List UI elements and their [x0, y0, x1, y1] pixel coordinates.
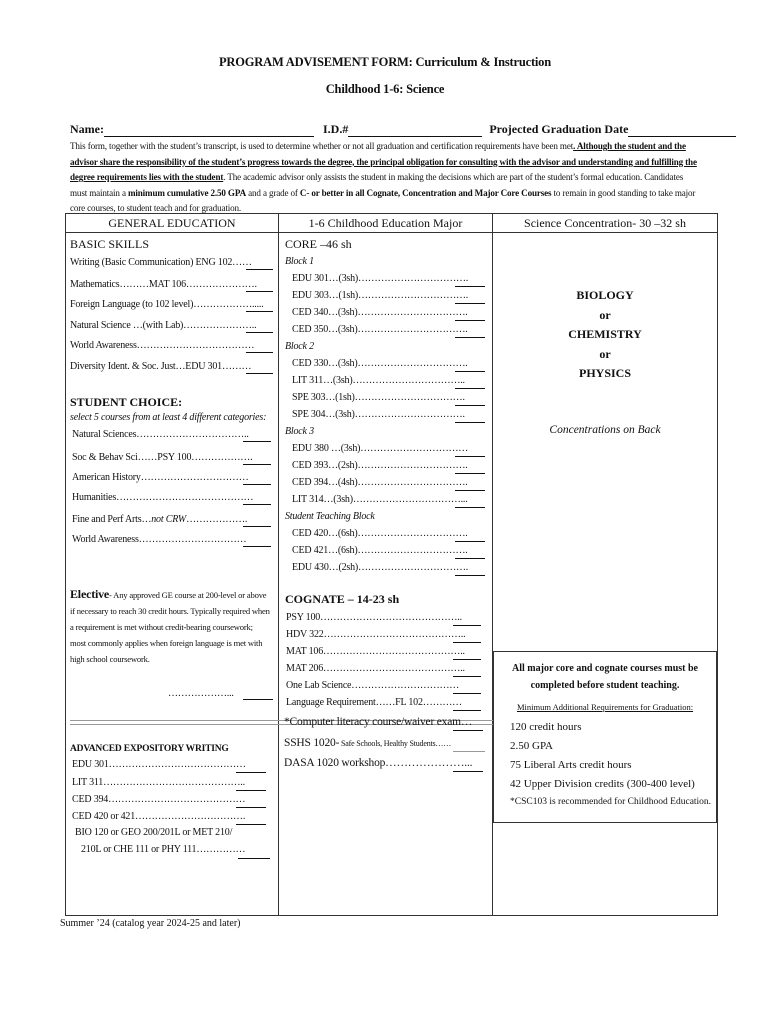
physics-option: PHYSICS — [578, 366, 631, 380]
list-item: CED 394…(4sh)……………………………. — [292, 477, 468, 488]
min-requirements-title: Minimum Additional Requirements for Graduation: — [516, 702, 694, 712]
grade-blank[interactable] — [453, 730, 483, 731]
list-item: CED 340…(3sh)……………………………. — [292, 307, 468, 318]
grade-blank[interactable] — [236, 772, 266, 773]
list-item: EDU 430…(2sh)……………………………. — [292, 562, 469, 573]
sshs-label: SSHS 1020- — [284, 737, 340, 749]
grade-blank[interactable] — [453, 693, 481, 694]
graduation-date-label: Projected Graduation Date — [489, 122, 629, 136]
list-item: CED 420 or 421……………………………. — [72, 811, 246, 822]
grade-blank[interactable] — [246, 311, 273, 312]
list-item: LIT 314…(3sh)……………………………... — [292, 494, 468, 505]
grade-blank[interactable] — [455, 286, 485, 287]
grade-blank[interactable] — [455, 388, 485, 389]
grade-blank[interactable] — [243, 464, 271, 465]
block-2-label: Block 2 — [285, 341, 314, 352]
name-label: Name: — [70, 122, 104, 136]
min-requirements-list — [510, 718, 695, 794]
csc-note: *CSC103 is recommended for Childhood Education. — [510, 797, 712, 807]
intro-text-3: . The academic advisor only assists the student in making the decisions which are part of the student’s formal education. Candidates must maintain a — [70, 172, 684, 198]
list-item: CED 394…………………………………… — [72, 794, 246, 805]
form-subtitle: Childhood 1-6: Science — [325, 82, 445, 96]
concentration-header: Science Concentration- 30 –32 sh — [524, 216, 686, 230]
elective-text: - Any approved GE course at 200-level or above if necessary to reach 30 credit hours. Typically required when a requirement is met without credit-bearing coursework; most commonly applies when foreign language is met with high school coursework. — [70, 590, 270, 664]
requirements-box — [493, 651, 717, 823]
list-item: Writing (Basic Communication) ENG 102…… — [70, 257, 252, 268]
footer-text: Summer ’24 (catalog year 2024-25 and later) — [60, 918, 241, 929]
grade-blank[interactable] — [455, 473, 485, 474]
intro-text-7: to remain in good standing to take major core courses, to student teach and for graduation. — [70, 187, 696, 214]
adv-writing-heading: ADVANCED EXPOSITORY WRITING — [70, 744, 229, 754]
grade-blank[interactable] — [453, 659, 481, 660]
fine-arts-label: Fine and Perf Arts… — [72, 514, 152, 525]
list-item: CED 420…(6sh)……………………………. — [292, 528, 468, 539]
id-label: I.D.# — [322, 122, 349, 136]
form-title: PROGRAM ADVISEMENT FORM: Curriculum & Instruction — [219, 55, 551, 69]
grade-blank[interactable] — [243, 484, 271, 485]
grade-blank[interactable] — [455, 541, 485, 542]
grade-blank[interactable] — [243, 526, 271, 527]
grade-blank[interactable] — [453, 642, 481, 643]
list-item — [72, 514, 247, 525]
grade-blank[interactable] — [236, 807, 266, 808]
grade-blank[interactable] — [455, 337, 485, 338]
biology-option: BIOLOGY — [576, 288, 634, 302]
grade-blank[interactable] — [455, 575, 485, 576]
list-item: 75 Liberal Arts credit hours — [510, 759, 632, 771]
list-item: EDU 301…(3sh)……………………………. — [292, 273, 469, 284]
grade-blank[interactable] — [453, 710, 481, 711]
intro-text-2: . Although the student and the advisor share the responsibility of the student’s progress towards the degree, the principal obligation for consulting with the advisor and understanding and fulfilling the degree requirements lies with the student — [70, 141, 697, 183]
list-item: CED 393…(2sh)……………………………. — [292, 460, 468, 471]
list-item: Language Requirement……FL 102………… — [286, 697, 462, 708]
concentration-options — [493, 286, 717, 384]
or-text: or — [599, 307, 611, 322]
list-item: Diversity Ident. & Soc. Just…EDU 301……… — [70, 361, 252, 372]
list-item: Soc & Behav Sci……PSY 100………………. — [72, 452, 253, 463]
list-item: World Awareness……………………………… — [70, 340, 255, 351]
elective-block — [70, 586, 270, 667]
block-3-label: Block 3 — [285, 426, 314, 437]
grade-blank[interactable] — [238, 858, 270, 859]
list-item: 120 credit hours — [510, 721, 582, 733]
list-item — [284, 737, 451, 749]
grade-blank[interactable] — [246, 352, 273, 353]
chemistry-option: CHEMISTRY — [568, 327, 642, 341]
grade-blank[interactable] — [455, 405, 485, 406]
divider — [278, 214, 279, 915]
grade-blank[interactable] — [246, 269, 273, 270]
list-item: 2.50 GPA — [510, 740, 553, 752]
list-item: World Awareness…………………………… — [72, 534, 247, 545]
divider — [66, 232, 717, 233]
graduation-date-field[interactable] — [628, 136, 736, 137]
grade-blank[interactable] — [243, 699, 273, 700]
list-item: LIT 311…(3sh)…………………………….. — [292, 375, 465, 386]
student-choice-heading: STUDENT CHOICE: — [70, 395, 183, 409]
cognate-heading: COGNATE – 14-23 sh — [285, 592, 400, 606]
list-item: Foreign Language (to 102 level)………………..... — [70, 299, 264, 310]
list-item: Mathematics………MAT 106…………………. — [70, 279, 257, 290]
list-item: LIT 311…………………………………….. — [72, 777, 245, 788]
grade-blank[interactable] — [236, 824, 266, 825]
grade-blank[interactable] — [236, 790, 266, 791]
list-item: EDU 301…………………………………… — [72, 759, 246, 770]
id-field[interactable] — [348, 136, 482, 137]
sshs-note: Safe Schools, Healthy Students…… — [339, 739, 452, 748]
major-header: 1-6 Childhood Education Major — [308, 216, 463, 230]
fine-arts-dots: ………………. — [186, 514, 248, 525]
requirements-notice: All major core and cognate courses must be completed before student teaching. — [512, 663, 698, 691]
list-item: MAT 206…………………………………….. — [286, 663, 465, 674]
grade-blank[interactable] — [455, 303, 485, 304]
list-item: HDV 322…………………………………….. — [286, 629, 466, 640]
grade-blank[interactable] — [246, 332, 273, 333]
list-item: EDU 380 …(3sh)…………………………… — [292, 443, 469, 454]
grade-blank[interactable] — [455, 507, 485, 508]
name-field[interactable] — [104, 136, 314, 137]
elective-label: Elective — [70, 587, 110, 601]
intro-text-1: This form, together with the student’s transcript, is used to determine whether or not all graduation and certification requirements have been met — [70, 141, 574, 151]
list-item: CED 350…(3sh)……………………………. — [292, 324, 468, 335]
not-crw-note: not CRW — [151, 514, 187, 525]
core-heading: CORE –46 sh — [285, 237, 352, 251]
grade-blank[interactable] — [455, 490, 485, 491]
list-item: CED 330…(3sh)……………………………. — [292, 358, 468, 369]
list-item: Natural Science …(with Lab)………………….. — [70, 320, 257, 331]
block-1-label: Block 1 — [285, 256, 314, 267]
grade-blank[interactable] — [453, 771, 483, 772]
intro-text-5: and a grade of — [246, 187, 300, 198]
list-item: *Computer literacy course/waiver exam… — [284, 716, 473, 728]
student-info-line — [70, 122, 700, 137]
grade-blank[interactable] — [455, 558, 485, 559]
basic-skills-heading: BASIC SKILLS — [70, 237, 150, 251]
list-item: MAT 106…………………………………….. — [286, 646, 465, 657]
grade-blank[interactable] — [455, 422, 485, 423]
list-item: PSY 100…………………………………….. — [286, 612, 462, 623]
grade-blank[interactable] — [453, 751, 485, 752]
grade-blank[interactable] — [243, 546, 271, 547]
list-item: One Lab Science…………………………… — [286, 680, 460, 691]
list-item: SPE 303…(1sh)……………………………. — [292, 392, 465, 403]
grade-blank[interactable] — [246, 291, 273, 292]
list-item: BIO 120 or GEO 200/201L or MET 210/ — [75, 827, 233, 838]
concentrations-note: Concentrations on Back — [549, 424, 661, 436]
list-item: 42 Upper Division credits (300-400 level) — [510, 778, 695, 790]
list-item: SPE 304…(3sh)……………………………. — [292, 409, 465, 420]
student-choice-note: select 5 courses from at least 4 different categories: — [70, 412, 267, 423]
or-text: or — [599, 346, 611, 361]
grade-blank[interactable] — [455, 371, 485, 372]
list-item: American History…………………………… — [72, 472, 249, 483]
list-item: 210L or CHE 111 or PHY 111…………… — [81, 844, 246, 855]
grade-blank[interactable] — [243, 441, 271, 442]
list-item: CED 421…(6sh)……………………………. — [292, 545, 468, 556]
list-item: EDU 303…(1sh)……………………………. — [292, 290, 469, 301]
grade-blank[interactable] — [455, 456, 485, 457]
grade-blank[interactable] — [455, 320, 485, 321]
intro-paragraph — [70, 139, 700, 217]
list-item: DASA 1020 workshop…………………... — [284, 757, 473, 769]
gen-ed-header: GENERAL EDUCATION — [108, 216, 236, 230]
list-item: Humanities…………………………………… — [72, 492, 254, 503]
list-item: Natural Sciences…………………………….. — [72, 429, 249, 440]
intro-text-4: minimum cumulative 2.50 GPA — [127, 187, 247, 198]
student-teaching-label: Student Teaching Block — [285, 511, 375, 522]
grade-blank[interactable] — [246, 373, 273, 374]
grade-blank[interactable] — [453, 676, 481, 677]
grade-blank[interactable] — [243, 504, 271, 505]
elective-dots: ………………... — [168, 688, 234, 699]
grade-blank[interactable] — [453, 625, 481, 626]
intro-text-6: C- or better in all Cognate, Concentration and Major Core Courses — [299, 187, 552, 198]
